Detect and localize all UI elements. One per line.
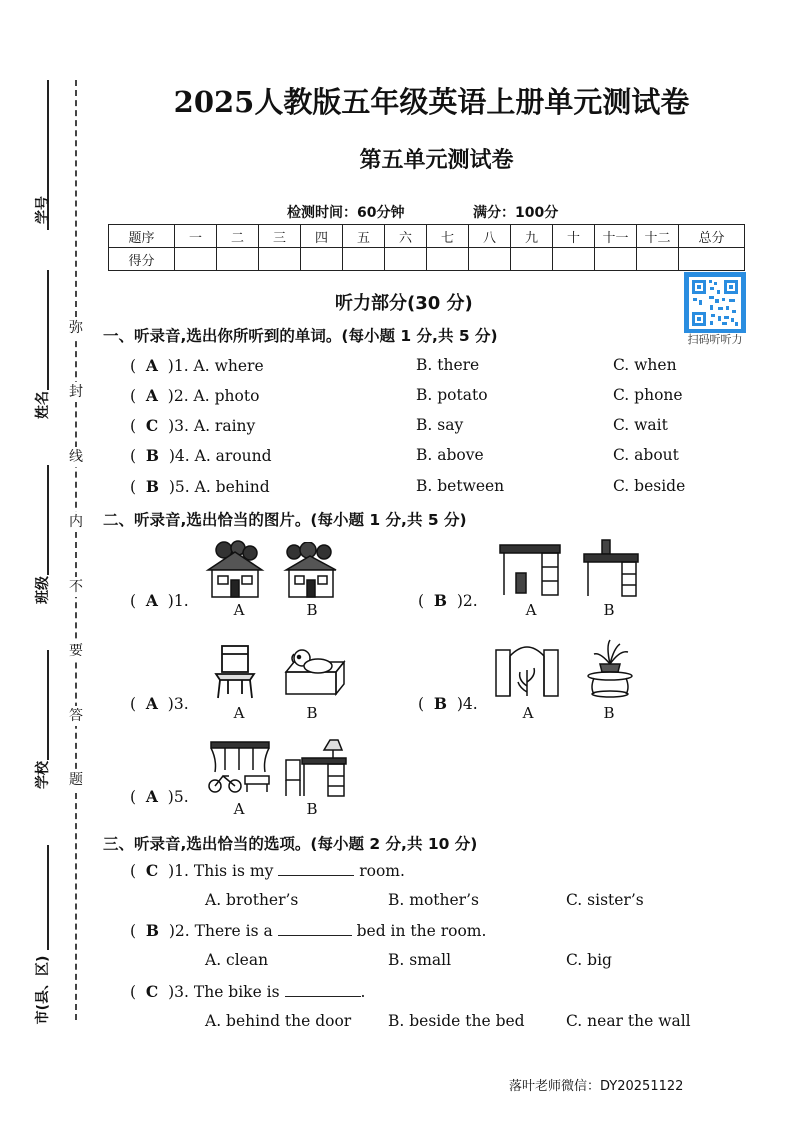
question-stem-end: room. [359, 862, 405, 880]
question-stem: )2. There is a [168, 922, 273, 940]
label-city: 市(县、区) [35, 955, 51, 1025]
picture-label: B [603, 601, 615, 619]
picture-label: A [233, 601, 245, 619]
part3-question-1: ( C )1. This is my room. [130, 861, 405, 880]
question-stem: )2. A. photo [167, 387, 260, 405]
picture-label: B [306, 800, 318, 818]
question-stem: )1. This is my [168, 862, 274, 880]
part2-question-4: ( B )4. [418, 694, 478, 713]
score-cell: 四 [301, 225, 343, 248]
part2-heading: 二、听录音,选出恰当的图片。(每小题 1 分,共 5 分) [103, 511, 467, 529]
question-stem-end: . [360, 983, 366, 1001]
seal-char: 答 [66, 706, 86, 726]
exam-time: 检测时间：60分钟 [287, 205, 405, 221]
option-c: C. wait [613, 416, 668, 434]
option-b: B. there [416, 356, 480, 374]
score-cell: 八 [469, 225, 511, 248]
margin-line [47, 270, 49, 390]
part1-heading: 一、听录音,选出你所听到的单词。(每小题 1 分,共 5 分) [103, 327, 498, 345]
score-input-cell[interactable] [511, 248, 553, 271]
part3-question-3: ( C )3. The bike is . [130, 982, 366, 1001]
answer: A [145, 386, 158, 405]
question-stem: )4. A. around [168, 447, 272, 465]
score-cell: 题序 [109, 225, 175, 248]
part2-question-5: ( A )5. [130, 787, 189, 806]
question-stem: )2. [456, 592, 478, 610]
picture-label: B [306, 704, 318, 722]
answer: A [145, 694, 158, 713]
option-b: B. mother’s [388, 891, 479, 909]
answer: A [145, 787, 158, 806]
question-stem: )3. The bike is [168, 983, 280, 1001]
seal-char: 封 [66, 382, 86, 402]
label-school: 学校 [35, 761, 51, 789]
score-input-cell[interactable] [343, 248, 385, 271]
option-c: C. near the wall [566, 1012, 691, 1030]
question-stem: )4. [456, 695, 478, 713]
score-cell: 七 [427, 225, 469, 248]
plant-on-table-icon [584, 638, 636, 700]
seal-char: 不 [66, 577, 86, 597]
option-c: C. big [566, 951, 612, 969]
option-c: C. when [613, 356, 677, 374]
question-stem: )1. [167, 592, 189, 610]
score-input-cell[interactable] [637, 248, 679, 271]
picture-label: A [525, 601, 537, 619]
qr-code-icon[interactable] [684, 272, 746, 334]
part1-question-3: ( C )3. A. rainy [130, 416, 256, 435]
score-cell: 六 [385, 225, 427, 248]
option-b: B. above [416, 446, 484, 464]
score-input-cell[interactable] [301, 248, 343, 271]
part3-heading: 三、听录音,选出恰当的选项。(每小题 2 分,共 10 分) [103, 835, 478, 853]
picture-label: A [233, 704, 245, 722]
option-a: A. behind the door [205, 1012, 352, 1030]
option-c: C. sister’s [566, 891, 644, 909]
score-cell: 十 [553, 225, 595, 248]
question-stem: )5. [167, 788, 189, 806]
window-with-plant-icon [494, 636, 560, 698]
seal-char: 题 [66, 770, 86, 790]
answer: B [145, 921, 160, 940]
house-with-trees-icon [280, 542, 342, 598]
qr-caption: 扫码听听力 [684, 333, 746, 347]
dog-in-box-icon [282, 648, 348, 696]
desk-with-lamp-icon [282, 738, 348, 798]
label-class: 班级 [35, 576, 51, 604]
picture-label: A [233, 800, 245, 818]
seal-char: 弥 [66, 318, 86, 338]
question-stem: )5. A. behind [168, 478, 270, 496]
room-with-bike-icon [205, 740, 273, 796]
question-stem: )3. [167, 695, 189, 713]
answer: B [433, 591, 448, 610]
answer-blank[interactable] [278, 921, 352, 936]
score-input-cell[interactable] [259, 248, 301, 271]
option-c: C. about [613, 446, 679, 464]
option-b: B. beside the bed [388, 1012, 525, 1030]
score-table-header-row [109, 225, 745, 248]
score-input-cell[interactable] [553, 248, 595, 271]
score-table-score-row [109, 248, 745, 271]
full-score: 满分：100分 [473, 205, 559, 221]
score-cell: 二 [217, 225, 259, 248]
house-with-trees-icon [204, 540, 266, 598]
question-stem: )1. A. where [167, 357, 264, 375]
answer: C [145, 416, 159, 435]
desk-with-vase-under-icon [498, 541, 562, 597]
score-input-cell[interactable] [427, 248, 469, 271]
margin-line [47, 845, 49, 950]
option-b: B. potato [416, 386, 488, 404]
score-cell: 一 [175, 225, 217, 248]
listening-heading: 听力部分(30 分) [335, 293, 473, 314]
part1-question-1: ( A )1. A. where [130, 356, 264, 375]
page-subtitle: 第五单元测试卷 [359, 147, 514, 173]
label-name: 姓名 [35, 391, 51, 419]
answer: A [145, 591, 158, 610]
answer: C [145, 982, 159, 1001]
answer: B [145, 477, 160, 496]
score-input-cell[interactable] [679, 248, 745, 271]
answer: B [145, 446, 160, 465]
score-cell: 三 [259, 225, 301, 248]
part1-question-5: ( B )5. A. behind [130, 477, 270, 496]
picture-label: A [522, 704, 534, 722]
question-stem-end: bed in the room. [356, 922, 487, 940]
option-a: A. clean [205, 951, 269, 969]
seal-char: 要 [66, 641, 86, 661]
score-table [108, 224, 745, 271]
option-c: C. beside [613, 477, 686, 495]
part3-question-2: ( B )2. There is a bed in the room. [130, 921, 487, 940]
score-cell: 十一 [595, 225, 637, 248]
seal-line [75, 80, 77, 1020]
answer: B [433, 694, 448, 713]
score-cell: 十二 [637, 225, 679, 248]
score-input-cell[interactable] [217, 248, 259, 271]
question-stem: )3. A. rainy [168, 417, 256, 435]
score-input-cell[interactable] [385, 248, 427, 271]
page-title: 2025人教版五年级英语上册单元测试卷 [173, 85, 690, 119]
chair-icon [212, 644, 258, 700]
score-cell: 总分 [679, 225, 745, 248]
score-cell: 五 [343, 225, 385, 248]
answer-blank[interactable] [285, 982, 361, 997]
answer: A [145, 356, 158, 375]
score-input-cell[interactable] [595, 248, 637, 271]
score-input-cell[interactable] [175, 248, 217, 271]
footer-contact: 落叶老师微信：DY20251122 [509, 1079, 684, 1094]
score-input-cell[interactable] [469, 248, 511, 271]
option-b: B. between [416, 477, 505, 495]
seal-char: 线 [66, 447, 86, 467]
option-c: C. phone [613, 386, 683, 404]
picture-label: B [603, 704, 615, 722]
part2-question-2: ( B )2. [418, 591, 478, 610]
part2-question-3: ( A )3. [130, 694, 189, 713]
option-b: B. say [416, 416, 464, 434]
part2-question-1: ( A )1. [130, 591, 189, 610]
score-cell: 九 [511, 225, 553, 248]
part1-question-2: ( A )2. A. photo [130, 386, 260, 405]
answer: C [145, 861, 159, 880]
score-cell: 得分 [109, 248, 175, 271]
seal-char: 内 [66, 512, 86, 532]
margin-line [47, 650, 49, 760]
option-a: A. brother’s [205, 891, 299, 909]
option-b: B. small [388, 951, 452, 969]
desk-with-vase-on-icon [582, 538, 640, 598]
margin-line [47, 465, 49, 575]
part1-question-4: ( B )4. A. around [130, 446, 272, 465]
picture-label: B [306, 601, 318, 619]
label-student-id: 学号 [35, 196, 51, 224]
answer-blank[interactable] [278, 861, 354, 876]
